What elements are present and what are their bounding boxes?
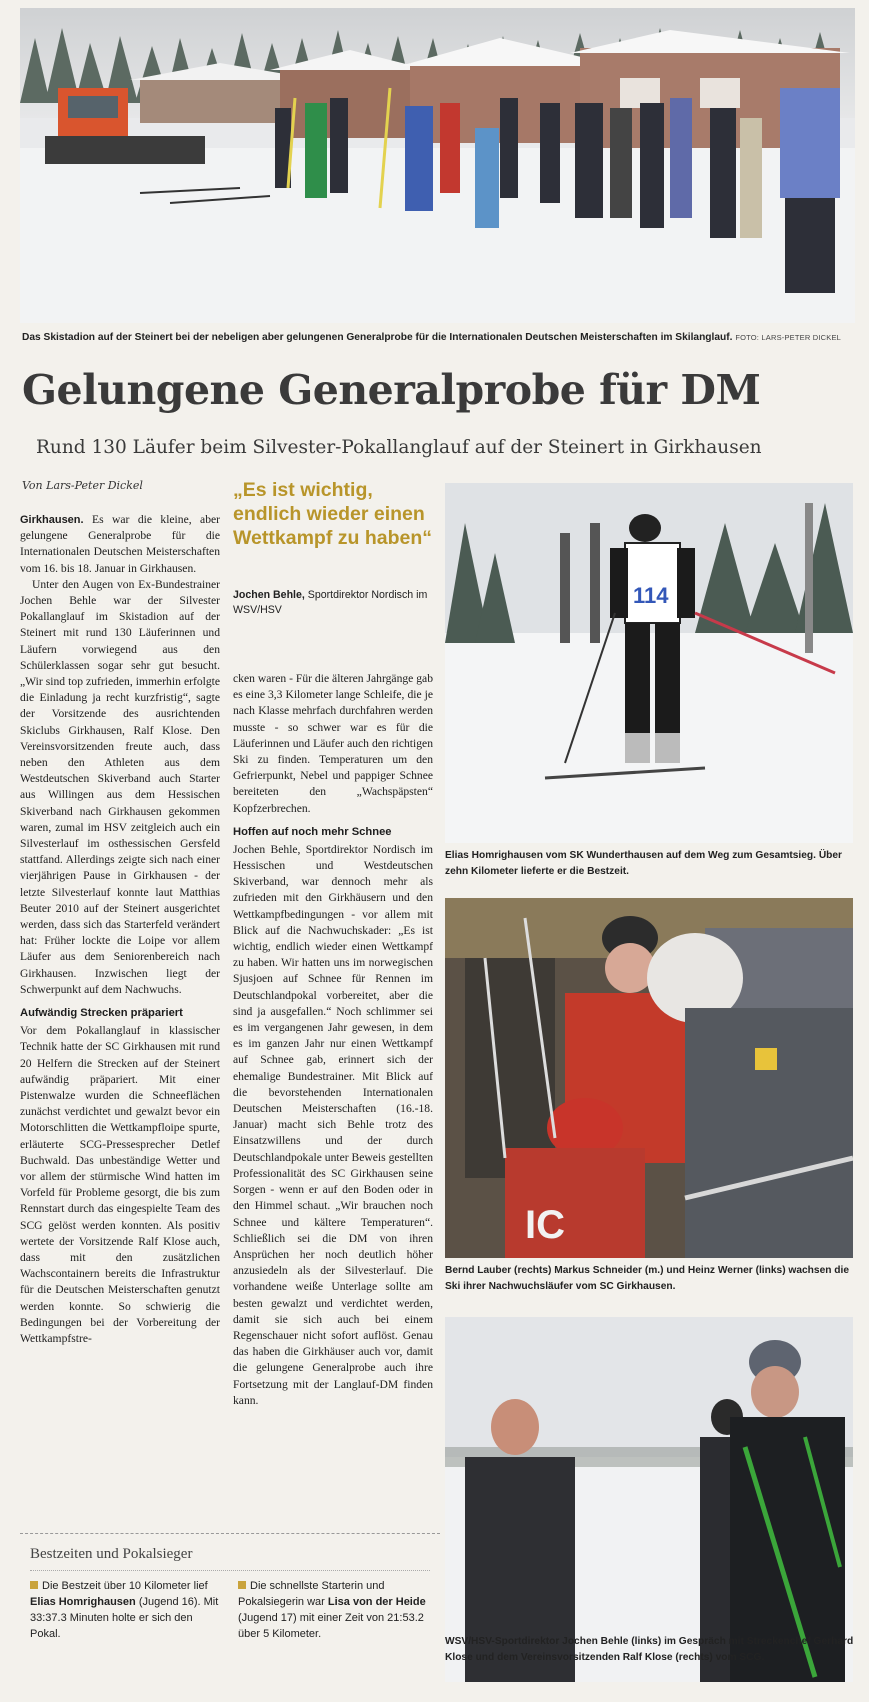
paragraph-text: Es war die kleine, aber gelungene Generalprobe für die Internationalen Deutschen Meisterschaften vom 16. bis 18. Januar in Girkhausen. (20, 513, 220, 575)
info-text: (Jugend 16). Mit 33:37.3 Minuten holte er sich den Pokal. (30, 1596, 219, 1640)
photo-skier (445, 483, 853, 843)
headline: Gelungene Generalprobe für DM (22, 366, 761, 414)
info-box-right (238, 1578, 433, 1642)
section-heading: Aufwändig Strecken präpariert (20, 1007, 183, 1020)
info-box-best-times (20, 1533, 440, 1689)
pull-quote-author (233, 588, 433, 618)
photo-officials (445, 1317, 853, 1682)
bullet-square-icon (30, 1581, 38, 1589)
photo-top-caption-text: Das Skistadion auf der Steinert bei der nebeligen aber gelungenen Generalprobe für die Internationalen Deutschen Meisterschaften im Skilanglauf. (22, 332, 733, 343)
article-column-1 (20, 512, 220, 1524)
article-paragraph: cken waren - Für die älteren Jahrgänge gab es eine 3,3 Kilometer lange Schleife, die je nach Klasse mehrfach durchfahren werden musste - so schwer war es für die Läuferinnen und Läufer auch den richtigen Ski zu finden. Temperaturen um den Gefrierpunkt, Nebel und pappiger Schnee bereiteten den „Wachspäpsten“ Kopfzerbrechen. (233, 672, 433, 815)
info-box-title: Bestzeiten und Pokalsieger (30, 1546, 193, 1562)
photo-credit: FOTO: LARS-PETER DICKEL (735, 333, 842, 342)
info-text: (Jugend 17) mit einer Zeit von 21:53.2 über 5 Kilometer. (238, 1612, 424, 1640)
svg-text:114: 114 (633, 583, 669, 608)
article-paragraph: Unter den Augen von Ex-Bundestrainer Jochen Behle war der Silvester Pokallanglauf im Skistadion auf der Steinert mit rund 130 Läuferinnen und Läufern vorwiegend aus den Schülerklassen sogar sehr gut besucht. „Wir sind top zufrieden, immerhin erfolgte die Einladung ja recht kurzfristig“, sagte der Vorsitzende des ausrichtenden Skiclubs Girkhausen, Ralf Klose. Den Vereinsvorsitzenden freute auch, dass neben den Athleten aus dem Westdeutschen Skiverband auch Starter aus Willingen aus dem Hessischen Skiverband nach Girkhausen gekommen waren, zumal im HSV zeitgleich auch ein Silvesterlauf im osthessischen Gersfeld stattfand. Allerdings zeigte sich nach einer vierjährigen Pause in Girkhausen - der letzte Silvesterlauf konnte laut Matthias Beuter 2010 auf der Steinert ausgerichtet werden, dass sich das Starterfeld verändert hat: Früher lockte die Loipe vor allem Läufer aus dem Seniorenbereich nach Girkhausen. Inzwischen liegt der Schwerpunkt auf dem Nachwuchs. (20, 577, 220, 996)
winner-name: Elias Homrighausen (30, 1596, 136, 1608)
info-box-left (30, 1578, 225, 1642)
section-heading: Hoffen auf noch mehr Schnee (233, 825, 392, 838)
quote-author-role: Sportdirektor Nordisch im WSV/HSV (233, 589, 428, 616)
photo-officials-caption-visible (445, 1634, 855, 1666)
photo-ski-stadium (20, 8, 855, 323)
article-paragraph: Jochen Behle, Sportdirektor Nordisch im Hessischen und Westdeutschen Skiverband, war dennoch mehr als zufrieden mit den Girkhäusern und den Wettkampfbedingungen - vor allem mit Blick auf die Nachwuchskader: „Es ist wichtig, endlich wieder einen Wettkampf zu haben. Wir hatten uns im norwegischen Sjusjoen auf Schnee für Rennen im Deutschlandpokal vorbereitet, aber die sind ja ausgefallen.“ Noch schlimmer sei es im vergangenen Jahr gewesen, in dem es im ganzen Jahr nur einen Wettkampf auf Schnee gab, erinnert sich der ehemalige Bundestrainer. Mit Blick auf die bevorstehenden Internationalen Deutschen Meisterschaften (16.-18. Januar) macht sich Behle trotz des Einsatzwillens und der durch Deutschlandpokale unter Beweis gestellten Professionalität des SC Girkhausen seine Sorgen - wenn er auf den Boden oder in den Himmel schaut. „Wir brauchen noch Schnee und kältere Temperaturen“. Schließlich sei die DM von ihren Ansprüchen her noch deutlich höher anzusiedeln als der Silvesterlauf. Die vorhandene weiße Unterlage sollte am besten gewalzt und verdichtet werden, damit sie sich auch bei einem Regenschauer nicht sofort auflöst. Genau das haben die Girkhäuser auch vor, damit die gelungene Generalprobe auch ihre Fortsetzung mit der Langlauf-DM finden kann. (233, 842, 433, 1407)
photo-waxing-caption: Bernd Lauber (rechts) Markus Schneider (m.) und Heinz Werner (links) wachsen die Ski ihrer Nachwuchsläufer vom SC Girkhausen. (445, 1265, 850, 1292)
photo-skier-caption: Elias Homrighausen vom SK Wunderthausen auf dem Weg zum Gesamtsieg. Über zehn Kilometer lieferte er die Bestzeit. (445, 850, 843, 877)
byline: Von Lars-Peter Dickel (22, 479, 143, 492)
photo-ski-waxing (445, 898, 853, 1258)
photo-top-caption (22, 330, 857, 346)
article-column-2 (233, 671, 433, 1523)
info-text: Die Bestzeit über 10 Kilometer lief (42, 1580, 208, 1592)
quote-author-name: Jochen Behle, (233, 589, 305, 601)
dateline: Girkhausen. (20, 514, 84, 526)
bullet-square-icon (238, 1581, 246, 1589)
article-paragraph (20, 512, 220, 577)
subheadline: Rund 130 Läufer beim Silvester-Pokallanglauf auf der Steinert in Girkhausen (36, 437, 762, 458)
photo-officials-caption-text: WSV/HSV-Sportdirektor Jochen Behle (links) im Gespräch mit Streckenchef Gerhard Klose und dem Vereinsvorsitzenden Ralf Klose (rechts) vom SCG. (445, 1636, 854, 1663)
article-paragraph: Vor dem Pokallanglauf in klassischer Technik hatte der SC Girkhausen mit rund 20 Helfern die Strecken auf der Steinert aufwändig präpariert. Mit einer Pistenwalze wurden die Schneeflächen zunächst verdichtet und gewalzt bevor ein Motorschlitten die Wettkampfloipe spurte, erläuterte SCG-Pressesprecher Detlef Buchwald. Das unbeständige Wetter und vor allem der stürmische Wind hatten im Vorfeld für Probleme gesorgt, die bis zum Rennstart durch das eingespielte Team des SCG gelöst werden konnten. Als positiv wertete der Vorsitzende Ralf Klose auch, dass mit den zusätzlichen Wachscontainern bereits die Infrastruktur für die Deutschen Meisterschaften genutzt werden konnte. So schwierig die Bedingungen bei der Vorbereitung der Wettkampfstre- (20, 1024, 220, 1345)
info-box-divider (30, 1570, 430, 1571)
svg-text:IC: IC (525, 1203, 565, 1247)
pull-quote: „Es ist wichtig, endlich wieder einen Wettkampf zu haben“ (233, 479, 432, 549)
winner-name: Lisa von der Heide (327, 1596, 426, 1608)
info-text: Die schnellste Starterin und Pokalsiegerin war (238, 1580, 385, 1608)
